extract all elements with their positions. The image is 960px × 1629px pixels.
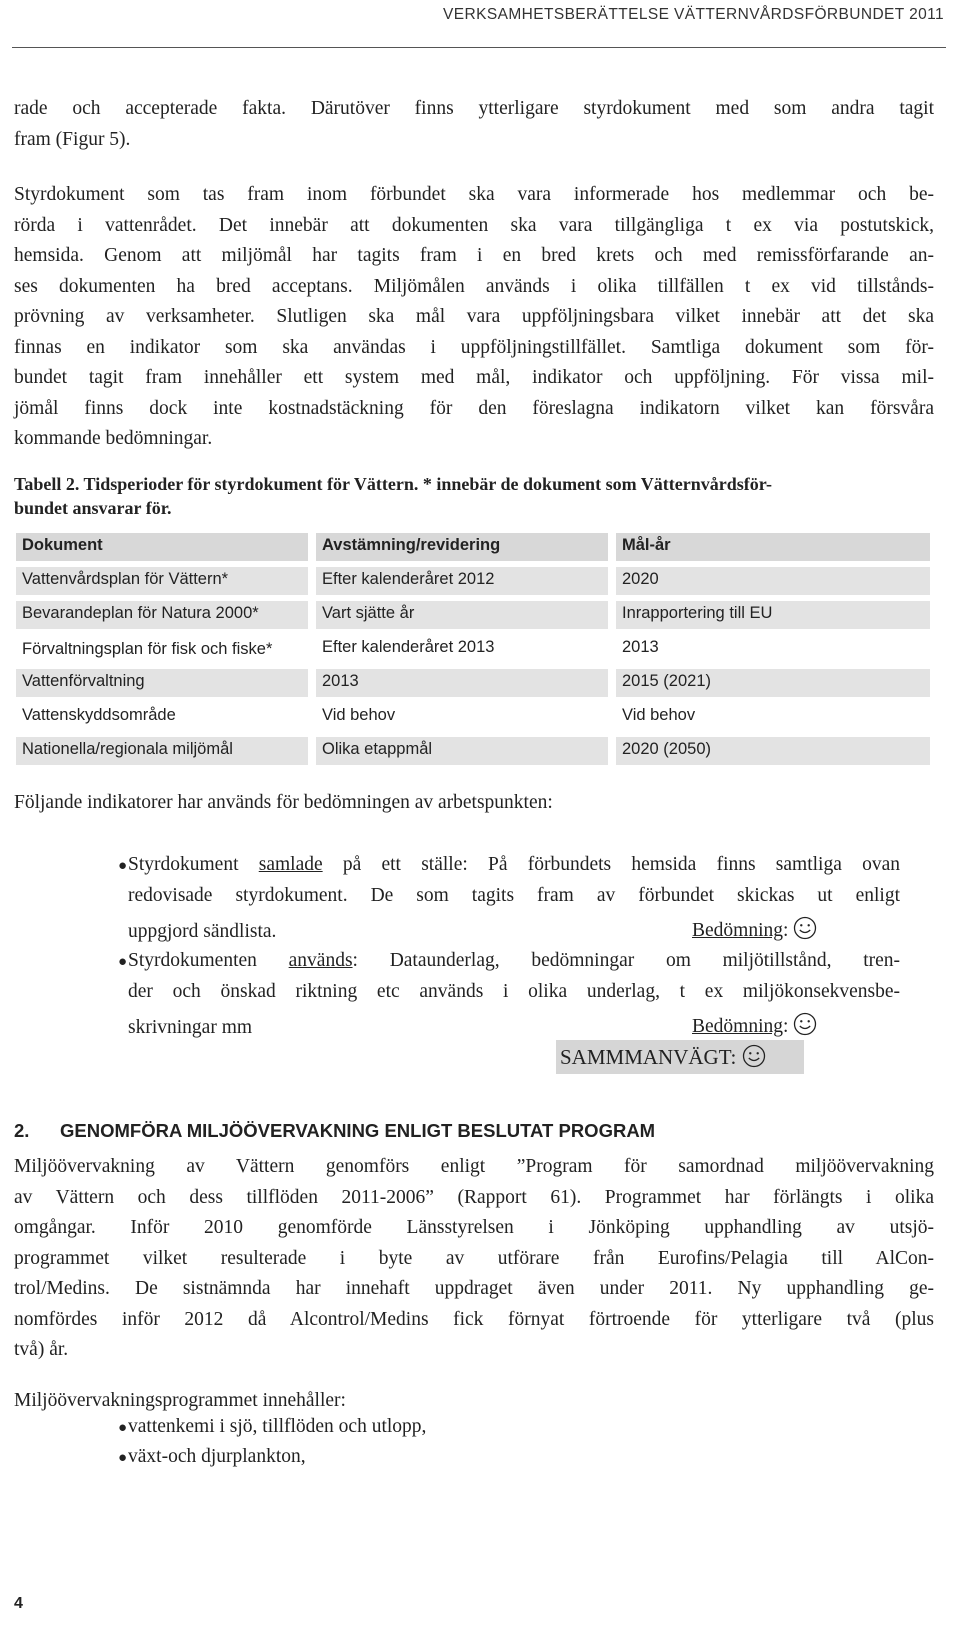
paragraph-miljoovervakning <box>14 1152 934 1366</box>
paragraph-line: ses dokumenten ha bred acceptans. Miljömålen används i olika tillfällen t ex vid tillstånds- <box>14 275 934 297</box>
smiley-icon <box>793 916 817 940</box>
paragraph-line: finnas en indikator som ska användas i uppföljningstillfället. Samtliga dokument som för- <box>14 336 934 358</box>
table-row <box>12 598 934 632</box>
assessment-label: Bedömning <box>692 1016 783 1037</box>
assessment-colon: : <box>783 920 789 941</box>
column-header: Avstämning/revidering <box>316 533 608 561</box>
smiley-icon <box>742 1044 766 1068</box>
table-row <box>12 734 934 768</box>
caption-line: Tabell 2. Tidsperioder för styrdokument för Vättern. * innebär de dokument som Vätternvårdsför- <box>14 474 773 494</box>
assessment-2 <box>692 1012 817 1038</box>
assessment-1 <box>692 916 817 942</box>
bullet-dot: ● <box>118 954 128 970</box>
underlined-keyword: samlade <box>258 854 323 875</box>
table-cell: Nationella/regionala miljömål <box>16 737 308 765</box>
header-rule <box>12 47 946 48</box>
paragraph-line: hemsida. Genom att miljömål har tagits fram i en bred krets och med remissförfarande an- <box>14 245 934 266</box>
smiley-icon <box>793 1012 817 1036</box>
paragraph-styrdokument <box>14 180 934 455</box>
table-cell: Vattenförvaltning <box>16 669 308 697</box>
table-cell: Vattenskyddsområde <box>22 706 176 724</box>
assessment-colon: : <box>783 1016 789 1037</box>
indicator-rest: på ett ställe: På förbundets hemsida finns samtliga ovan <box>322 854 901 875</box>
paragraph-line: kommande bedömningar. <box>14 428 213 449</box>
caption-line: bundet ansvarar för. <box>14 498 172 518</box>
underlined-keyword: används <box>288 950 353 971</box>
column-header: Dokument <box>16 533 308 561</box>
indicator-prefix: Styrdokument <box>128 854 259 875</box>
paragraph-line: två) år. <box>14 1339 69 1360</box>
indicator-line: skrivningar mm <box>128 1017 253 1038</box>
table-cell: Vid behov <box>322 706 396 724</box>
indicator-line: redovisade styrdokument. De som tagits fram av förbundet skickas ut enligt <box>128 884 900 906</box>
table-caption <box>14 472 934 520</box>
table-header-row <box>12 530 934 564</box>
table-cell: Vattenvårdsplan för Vättern* <box>16 567 308 595</box>
table-row <box>12 632 934 666</box>
table-cell: Efter kalenderåret 2012 <box>316 567 608 595</box>
running-header: VERKSAMHETSBERÄTTELSE VÄTTERNVÅRDSFÖRBUNDET 2011 <box>443 6 944 23</box>
indicator-rest: : Dataunderlag, bedömningar om miljötillstånd, tren- <box>352 950 900 971</box>
table-cell: 2013 <box>622 638 659 656</box>
table-cell: Vart sjätte år <box>316 601 608 629</box>
paragraph-line: bundet tagit fram innehåller ett system med mål, indikator och uppföljning. För vissa mil- <box>14 367 934 388</box>
table-row <box>12 666 934 700</box>
paragraph-line: rörda i vattenrådet. Det innebär att dokumenten ska vara tillgängliga t ex via postutskick, <box>14 214 934 236</box>
summary-box <box>556 1040 804 1074</box>
paragraph-intro <box>14 94 934 155</box>
paragraph-line: omgångar. Inför 2010 genomförde Länsstyrelsen i Jönköping upphandling av utsjö- <box>14 1217 934 1238</box>
section-heading <box>14 1120 655 1142</box>
summary-label: SAMMMANVÄGT: <box>560 1045 737 1069</box>
paragraph-line: av Vättern och dess tillflöden 2011-2006” (Rapport 61). Programmet har förlängts i olika <box>14 1186 934 1208</box>
table-cell: Inrapportering till EU <box>616 601 930 629</box>
indicators-intro: Följande indikatorer har används för bedömningen av arbetspunkten: <box>14 792 553 813</box>
table-cell: Olika etappmål <box>316 737 608 765</box>
table-cell: 2013 <box>316 669 608 697</box>
bullet-dot: ● <box>118 1420 128 1436</box>
section-title: GENOMFÖRA MILJÖÖVERVAKNING ENLIGT BESLUTAT PROGRAM <box>60 1120 656 1141</box>
column-header: Mål-år <box>616 533 930 561</box>
program-item: växt-och djurplankton, <box>128 1446 306 1467</box>
assessment-label: Bedömning <box>692 920 783 941</box>
paragraph-line: nomfördes inför 2012 då Alcontrol/Medins fick förnyat förtroende för ytterligare två (plus <box>14 1308 934 1330</box>
table-cell: 2020 <box>616 567 930 595</box>
indicator-line: uppgjord sändlista. <box>128 921 277 942</box>
document-table <box>12 530 934 768</box>
table-cell: 2020 (2050) <box>616 737 930 765</box>
table-row <box>12 564 934 598</box>
table-cell: Vid behov <box>622 706 696 724</box>
indicator-line-rich <box>128 946 900 977</box>
indicator-line-rich <box>128 850 900 881</box>
paragraph-line: rade och accepterade fakta. Därutöver finns ytterligare styrdokument med som andra tagit <box>14 98 934 119</box>
paragraph-line: programmet vilket resulterade i byte av utförare från Eurofins/Pelagia till AlCon- <box>14 1247 934 1269</box>
table-cell: Förvaltningsplan för fisk och fiske* <box>22 640 273 658</box>
table-cell: 2015 (2021) <box>616 669 930 697</box>
paragraph-line: prövning av verksamheter. Slutligen ska mål vara uppföljningsbara vilket innebär att det ska <box>14 306 934 327</box>
indicator-line: der och önskad riktning etc används i olika underlag, t ex miljökonsekvensbe- <box>128 980 900 1002</box>
indicator-prefix: Styrdokumenten <box>128 950 289 971</box>
table-cell: Bevarandeplan för Natura 2000* <box>16 601 308 629</box>
table-cell: Efter kalenderåret 2013 <box>322 638 495 656</box>
paragraph-line: jömål finns dock inte kostnadstäckning för den föreslagna indikatorn vilket kan försvåra <box>14 397 934 419</box>
bullet-dot: ● <box>118 1450 128 1466</box>
program-item: vattenkemi i sjö, tillflöden och utlopp, <box>128 1416 427 1437</box>
paragraph-line: Miljöövervakningsprogrammet innehåller: <box>14 1390 346 1411</box>
table-row <box>12 700 934 734</box>
bullet-dot: ● <box>118 858 128 874</box>
paragraph-line: trol/Medins. De sistnämnda har innehaft uppdraget även under 2011. Ny upphandling ge- <box>14 1278 934 1299</box>
page-number: 4 <box>14 1595 23 1612</box>
paragraph-line: Styrdokument som tas fram inom förbundet ska vara informerade hos medlemmar och be- <box>14 184 934 205</box>
paragraph-line: fram (Figur 5). <box>14 128 131 150</box>
paragraph-line: Miljöövervakning av Vättern genomförs enligt ”Program för samordnad miljöövervakning <box>14 1156 934 1177</box>
section-number: 2. <box>14 1120 30 1141</box>
